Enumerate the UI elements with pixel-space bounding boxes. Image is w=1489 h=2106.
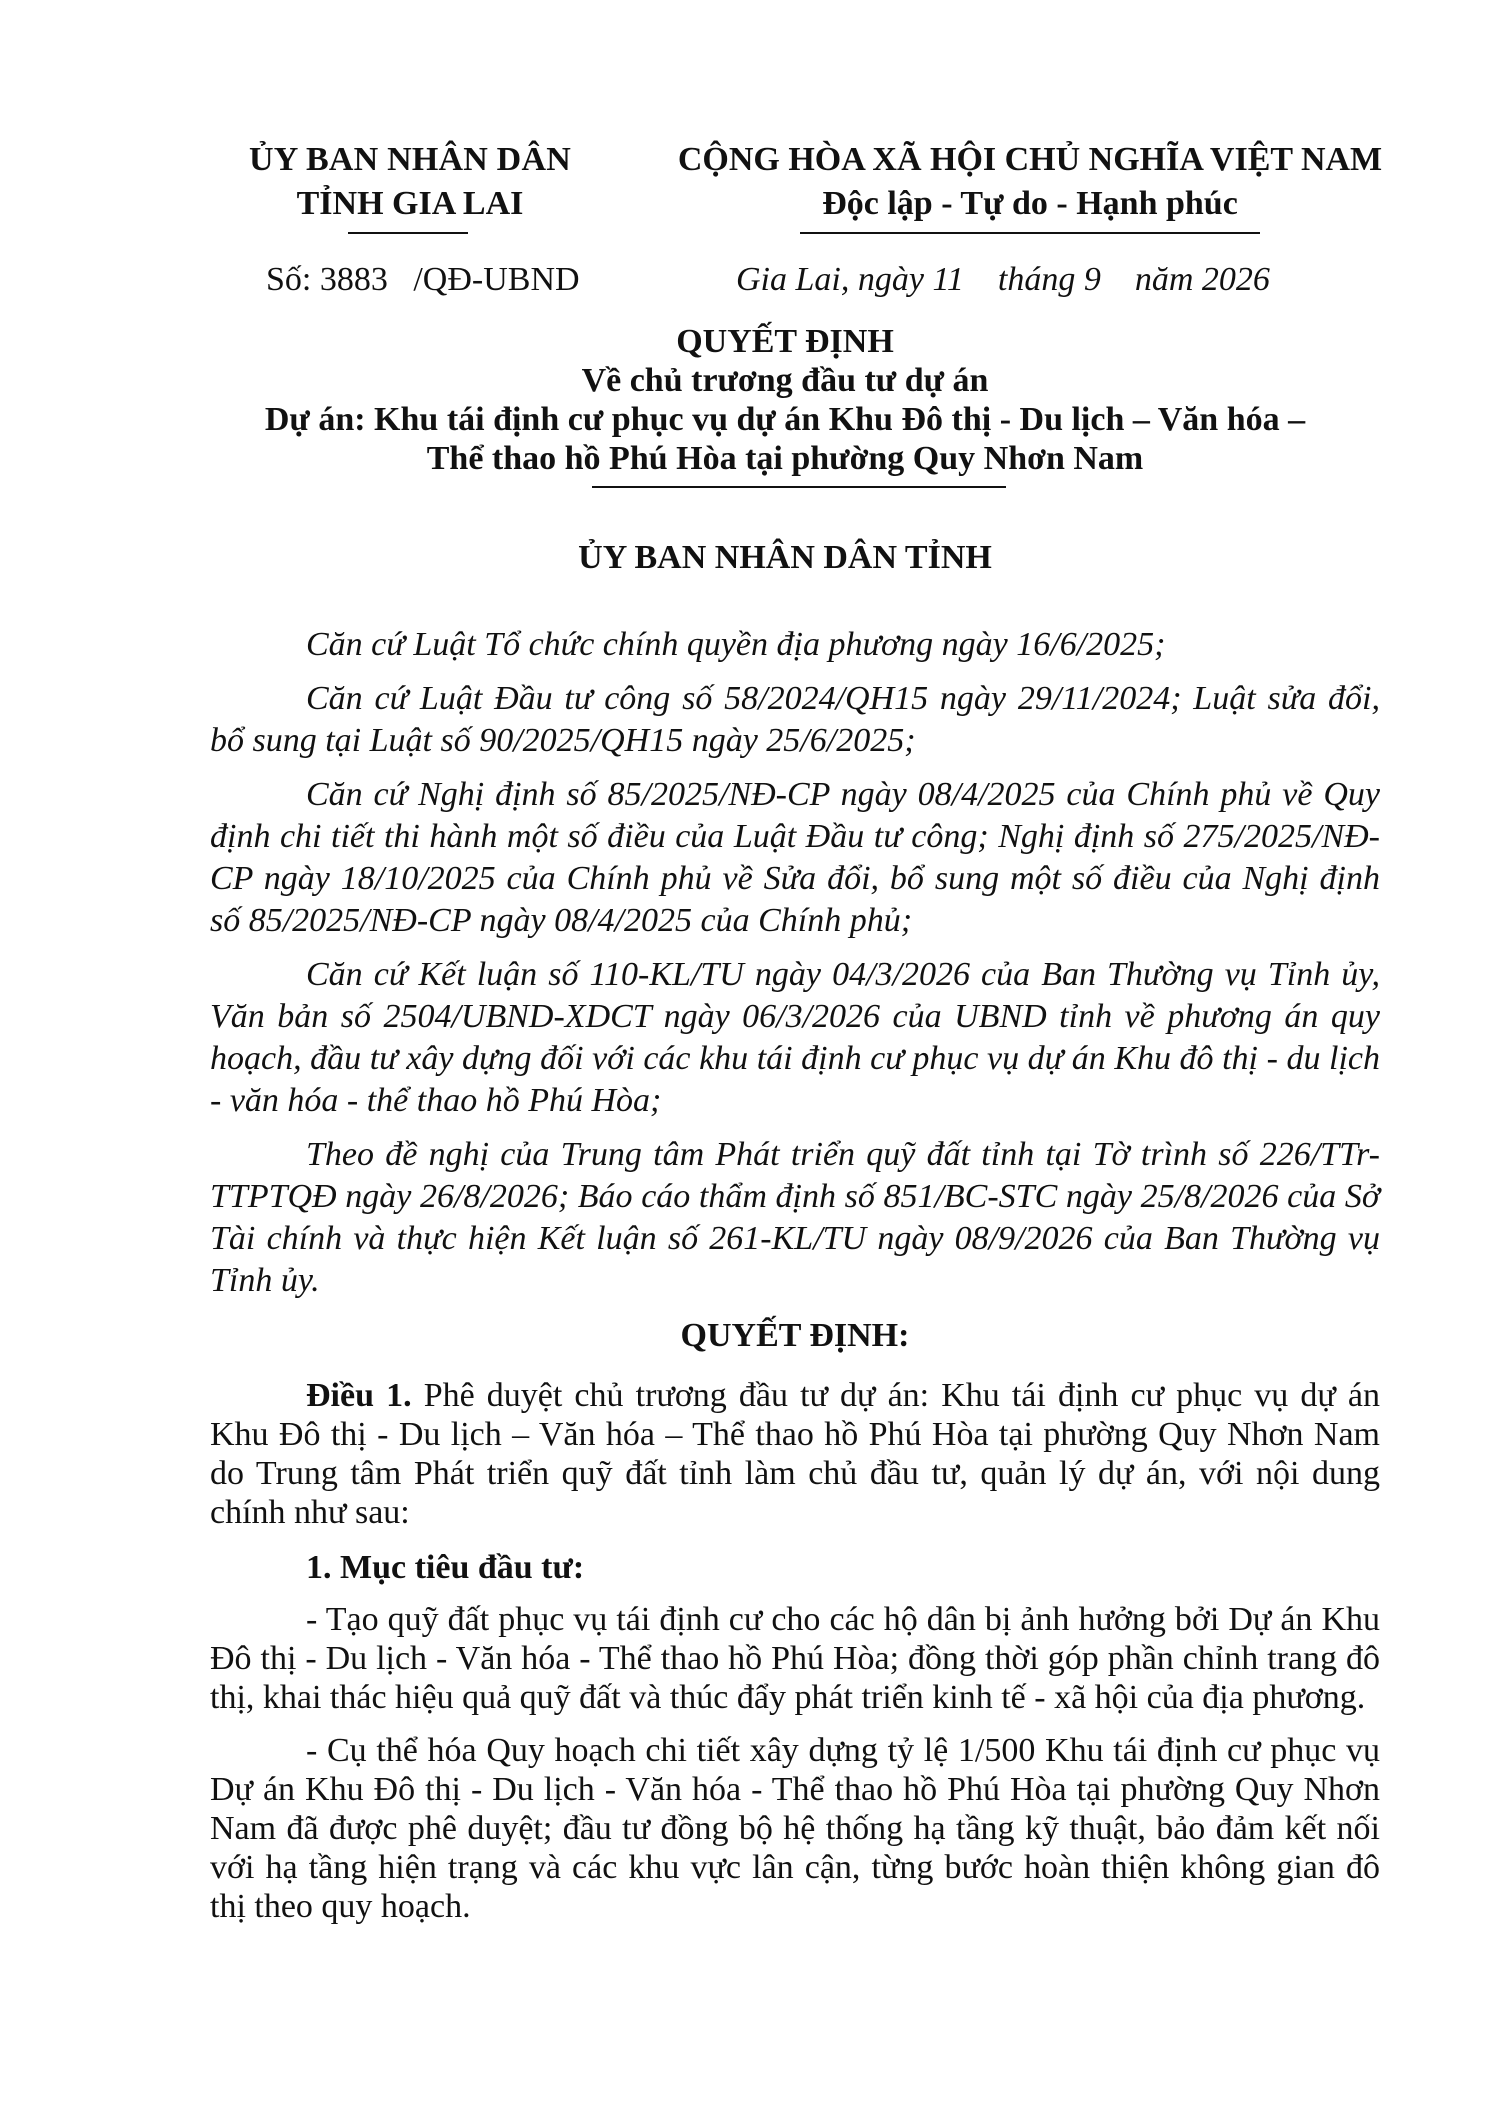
article-1 <box>210 1376 1380 1532</box>
project-line-1: Dự án: Khu tái định cư phục vụ dự án Khu Đô thị - Du lịch – Văn hóa – <box>264 401 1306 438</box>
country-name: CỘNG HÒA XÃ HỘI CHỦ NGHĨA VIỆT NAM <box>677 141 1383 178</box>
section-1-item-2: - Cụ thể hóa Quy hoạch chi tiết xây dựng tỷ lệ 1/500 Khu tái định cư phục vụ Dự án Khu Đô thị - Du lịch - Văn hóa - Thể thao hồ Phú Hòa tại phường Quy Nhơn Nam đã được phê duyệt; đầu tư đồng bộ hệ thống hạ tầng kỹ thuật, bảo đảm kết nối với hạ tầng hiện trạng và các khu vực lân cận, từng bước hoàn thiện không gian đô thị theo quy hoạch. <box>210 1732 1380 1925</box>
decide-heading: QUYẾT ĐỊNH: <box>680 1317 910 1354</box>
document-title <box>150 322 1420 478</box>
agency-underline <box>348 232 468 234</box>
section-1-item-1: - Tạo quỹ đất phục vụ tái định cư cho các hộ dân bị ảnh hưởng bởi Dự án Khu Đô thị - Du lịch - Văn hóa - Thể thao hồ Phú Hòa; đồng thời góp phần chỉnh trang đô thị, khai thác hiệu quả quỹ đất và thúc đẩy phát triển kinh tế - xã hội của địa phương. <box>210 1601 1380 1716</box>
document-body <box>210 624 1380 1940</box>
citation-5: Theo đề nghị của Trung tâm Phát triển quỹ đất tỉnh tại Tờ trình số 226/TTr-TTPTQĐ ngày 26/8/2026; Báo cáo thẩm định số 851/BC-STC ngày 25/8/2026 của Sở Tài chính và thực hiện Kết luận số 261-KL/TU ngày 08/9/2026 của Ban Thường vụ Tỉnh ủy. <box>210 1136 1380 1299</box>
national-motto <box>660 138 1400 226</box>
article-1-text: Phê duyệt chủ trương đầu tư dự án: Khu tái định cư phục vụ dự án Khu Đô thị - Du lịch – Văn hóa – Thể thao hồ Phú Hòa tại phường Quy Nhơn Nam do Trung tâm Phát triển quỹ đất tỉnh làm chủ đầu tư, quản lý dự án, với nội dung chính như sau: <box>210 1377 1380 1531</box>
authority-heading: ỦY BAN NHÂN DÂN TỈNH <box>578 539 992 576</box>
citation-4: Căn cứ Kết luận số 110-KL/TU ngày 04/3/2026 của Ban Thường vụ Tỉnh ủy, Văn bản số 2504/UBND-XDCT ngày 06/3/2026 của UBND tỉnh về phương án quy hoạch, đầu tư xây dựng đối với các khu tái định cư phục vụ dự án Khu đô thị - du lịch - văn hóa - thể thao hồ Phú Hòa; <box>210 956 1380 1119</box>
citation-1: Căn cứ Luật Tổ chức chính quyền địa phương ngày 16/6/2025; <box>306 626 1166 663</box>
issuing-agency <box>200 138 620 226</box>
document-type: QUYẾT ĐỊNH <box>676 323 894 360</box>
project-line-2: Thể thao hồ Phú Hòa tại phường Quy Nhơn Nam <box>426 440 1144 477</box>
agency-line2: TỈNH GIA LAI <box>296 185 524 222</box>
motto-underline <box>800 232 1260 234</box>
agency-line1: ỦY BAN NHÂN DÂN <box>249 141 571 178</box>
citation-3: Căn cứ Nghị định số 85/2025/NĐ-CP ngày 08/4/2025 của Chính phủ về Quy định chi tiết thi hành một số điều của Luật Đầu tư công; Nghị định số 275/2025/NĐ-CP ngày 18/10/2025 của Chính phủ về Sửa đổi, bổ sung một số điều của Nghị định số 85/2025/NĐ-CP ngày 08/4/2025 của Chính phủ; <box>210 776 1380 939</box>
motto-line: Độc lập - Tự do - Hạnh phúc <box>822 185 1238 222</box>
title-underline <box>592 486 1006 488</box>
document-date: Gia Lai, ngày 11 tháng 9 năm 2026 <box>736 261 1270 298</box>
section-1-heading: 1. Mục tiêu đầu tư: <box>306 1549 585 1586</box>
document-subject: Về chủ trương đầu tư dự án <box>581 362 989 399</box>
article-1-label: Điều 1. <box>306 1377 412 1414</box>
citation-2: Căn cứ Luật Đầu tư công số 58/2024/QH15 ngày 29/11/2024; Luật sửa đổi, bổ sung tại Luật số 90/2025/QH15 ngày 25/6/2025; <box>210 680 1380 759</box>
document-number: Số: 3883 /QĐ-UBND <box>266 261 580 298</box>
